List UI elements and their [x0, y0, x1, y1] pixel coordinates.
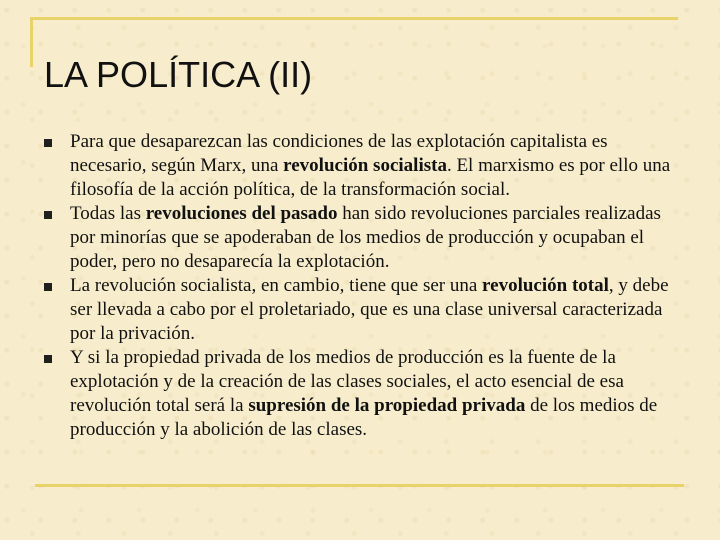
bullet-item-2 — [44, 202, 674, 274]
bullet-text-3 — [70, 274, 674, 346]
bottom-divider — [35, 484, 684, 487]
bullet-item-1 — [44, 130, 674, 202]
bullet-3-segment-1: La revolución socialista, en cambio, tiene que ser una — [70, 275, 483, 296]
bullet-3-segment-3: , y debe ser llevada a cabo por el proletariado, que es una clase universal caracterizada por la privación. — [70, 275, 669, 344]
bullet-1-bold-revolucion-socialista: revolución socialista — [283, 155, 447, 176]
bullet-2-bold-revoluciones-del-pasado: revoluciones del pasado — [145, 203, 338, 224]
bullet-square-icon — [44, 283, 52, 291]
bullet-1-segment-3: . El marxismo es por ello una filosofía de la acción política, de la transformación social. — [70, 155, 671, 200]
bullet-4-segment-3: de los medios de producción y la abolición de las clases. — [70, 395, 658, 440]
bullet-item-4 — [44, 346, 674, 442]
bullet-text-4 — [70, 346, 674, 442]
bullet-text-1 — [70, 130, 674, 202]
bullet-3-bold-revolucion-total: revolución total — [482, 275, 609, 296]
bullet-square-icon — [44, 355, 52, 363]
slide-title: LA POLÍTICA (II) — [44, 54, 313, 96]
bullet-item-3 — [44, 274, 674, 346]
bullet-4-segment-1: Y si la propiedad privada de los medios de producción es la fuente de la explotación y de la creación de las clases sociales, el acto esencial de esa revolución total será la — [70, 347, 624, 416]
bullet-4-bold-supresion-propiedad-privada: supresión de la propiedad privada — [248, 395, 526, 416]
title-frame-vertical — [30, 17, 33, 67]
bullet-text-2 — [70, 202, 674, 274]
bullet-square-icon — [44, 139, 52, 147]
title-frame-top — [30, 17, 678, 20]
bullet-1-segment-1: Para que desaparezcan las condiciones de las explotación capitalista es necesario, según Marx, una — [70, 131, 608, 176]
bullet-square-icon — [44, 211, 52, 219]
bullet-2-segment-1: Todas las — [70, 203, 146, 224]
bullet-2-segment-3: han sido revoluciones parciales realizadas por minorías que se apoderaban de los medios de producción y ocupaban el poder, pero no desaparecía la explotación. — [70, 203, 661, 272]
bullet-list — [44, 130, 674, 442]
